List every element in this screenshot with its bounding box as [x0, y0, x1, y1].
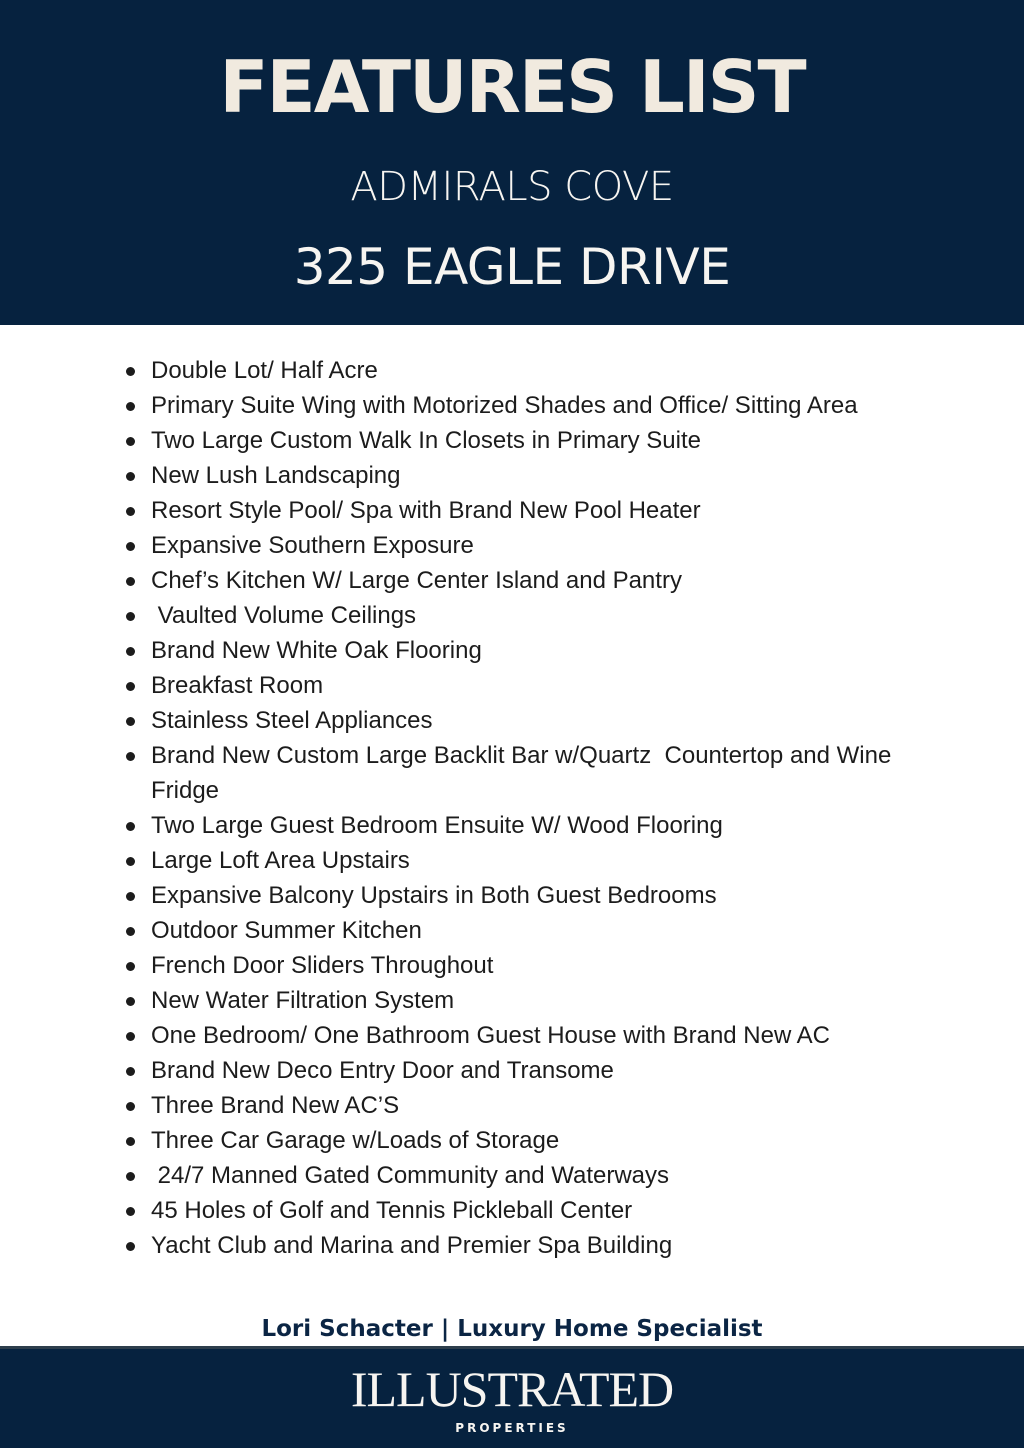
bullet-icon [126, 822, 135, 831]
bullet-icon [126, 1137, 135, 1146]
feature-item: Two Large Guest Bedroom Ensuite W/ Wood Flooring [122, 808, 942, 843]
community-name: ADMIRALS COVE [350, 164, 674, 210]
bullet-icon [126, 752, 135, 761]
agent-credit: Lori Schacter | Luxury Home Specialist [261, 1316, 763, 1342]
feature-item: 45 Holes of Golf and Tennis Pickleball Center [122, 1193, 942, 1228]
feature-item: Brand New Custom Large Backlit Bar w/Quartz Countertop and Wine Fridge [122, 738, 942, 808]
header-banner [0, 0, 1024, 325]
feature-item: Vaulted Volume Ceilings [122, 598, 942, 633]
footer-banner [0, 1346, 1024, 1448]
feature-item: Stainless Steel Appliances [122, 703, 942, 738]
bullet-icon [126, 1032, 135, 1041]
brand-logo: ILLUSTRATED [350, 1361, 674, 1417]
bullet-icon [126, 1067, 135, 1076]
feature-item: Expansive Southern Exposure [122, 528, 942, 563]
feature-item: Chef’s Kitchen W/ Large Center Island and Pantry [122, 563, 942, 598]
feature-item: Large Loft Area Upstairs [122, 843, 942, 878]
bullet-icon [126, 717, 135, 726]
feature-item: New Water Filtration System [122, 983, 942, 1018]
bullet-icon [126, 507, 135, 516]
bullet-icon [126, 472, 135, 481]
bullet-icon [126, 542, 135, 551]
feature-item: Yacht Club and Marina and Premier Spa Building [122, 1228, 942, 1263]
bullet-icon [126, 927, 135, 936]
bullet-icon [126, 1242, 135, 1251]
feature-item: Brand New Deco Entry Door and Transome [122, 1053, 942, 1088]
bullet-icon [126, 612, 135, 621]
feature-item: Resort Style Pool/ Spa with Brand New Pool Heater [122, 493, 942, 528]
bullet-icon [126, 1172, 135, 1181]
features-list [122, 353, 942, 1263]
bullet-icon [126, 577, 135, 586]
feature-item: Breakfast Room [122, 668, 942, 703]
feature-item: 24/7 Manned Gated Community and Waterways [122, 1158, 942, 1193]
bullet-icon [126, 437, 135, 446]
feature-item: Two Large Custom Walk In Closets in Primary Suite [122, 423, 942, 458]
feature-item: French Door Sliders Throughout [122, 948, 942, 983]
feature-item: Brand New White Oak Flooring [122, 633, 942, 668]
feature-item: Three Car Garage w/Loads of Storage [122, 1123, 942, 1158]
bullet-icon [126, 892, 135, 901]
page-title: FEATURES LIST [219, 45, 805, 129]
feature-item: New Lush Landscaping [122, 458, 942, 493]
bullet-icon [126, 647, 135, 656]
bullet-icon [126, 857, 135, 866]
bullet-icon [126, 682, 135, 691]
brand-subtitle: PROPERTIES [455, 1421, 569, 1435]
feature-item: One Bedroom/ One Bathroom Guest House with Brand New AC [122, 1018, 942, 1053]
bullet-icon [126, 962, 135, 971]
bullet-icon [126, 402, 135, 411]
feature-item: Three Brand New AC’S [122, 1088, 942, 1123]
feature-item: Outdoor Summer Kitchen [122, 913, 942, 948]
bullet-icon [126, 1102, 135, 1111]
bullet-icon [126, 997, 135, 1006]
feature-item: Expansive Balcony Upstairs in Both Guest Bedrooms [122, 878, 942, 913]
feature-item: Double Lot/ Half Acre [122, 353, 942, 388]
bullet-icon [126, 367, 135, 376]
property-address: 325 EAGLE DRIVE [293, 238, 731, 296]
bullet-icon [126, 1207, 135, 1216]
feature-item: Primary Suite Wing with Motorized Shades and Office/ Sitting Area [122, 388, 942, 423]
